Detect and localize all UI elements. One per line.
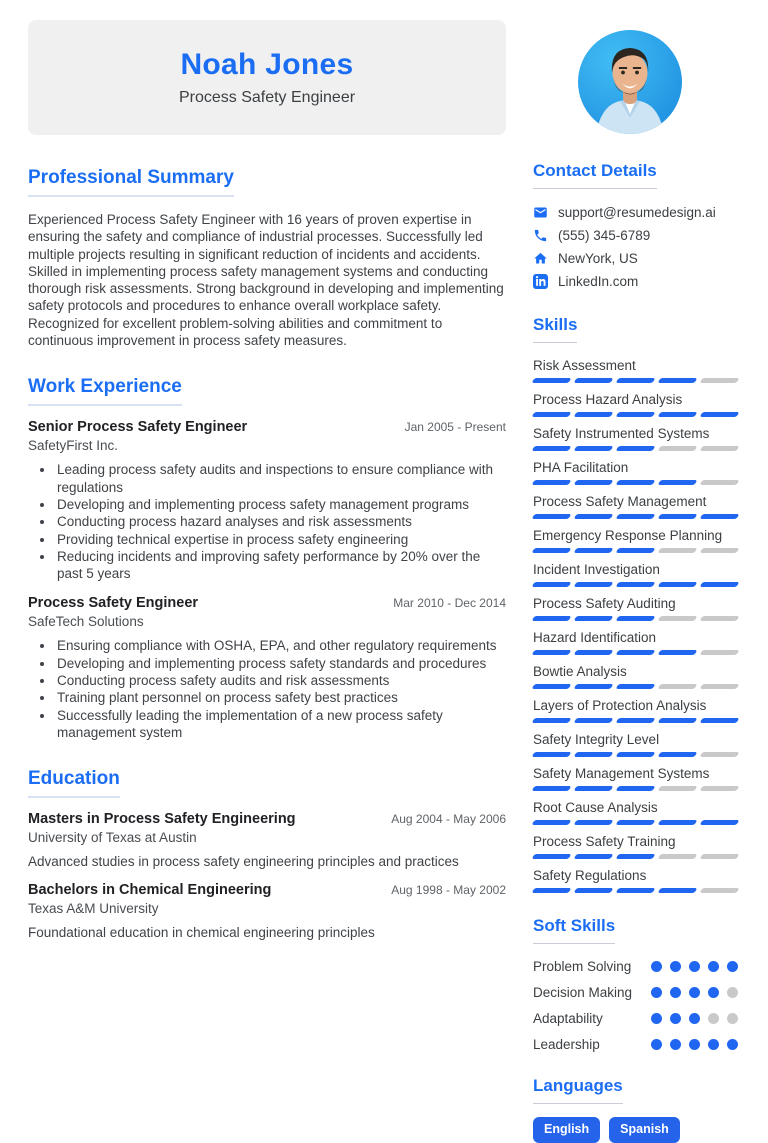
skill-bar-segment: [573, 446, 613, 451]
job-bullet: • Training plant personnel on process safety best practices: [55, 689, 506, 706]
soft-skill-rating: [643, 987, 738, 998]
skill-bar-segment: [573, 684, 613, 689]
skill-item: [533, 528, 738, 553]
skill-bar-segment: [615, 378, 655, 383]
resume-header: [0, 0, 768, 135]
skill-bar-segment: [531, 446, 571, 451]
skill-bar-segment: [699, 820, 739, 825]
contact-list: [533, 205, 738, 289]
skill-name: Process Safety Management: [533, 494, 707, 509]
job-bullet: • Developing and implementing process safety management programs: [55, 496, 506, 513]
contact-text: LinkedIn.com: [558, 274, 639, 289]
skill-bar-segment: [615, 854, 655, 859]
skill-bar-segment: [657, 718, 697, 723]
skill-bar-segment: [699, 854, 739, 859]
rating-dot: [727, 961, 738, 972]
rating-dot: [670, 1013, 681, 1024]
rating-dot: [727, 1013, 738, 1024]
skill-level-bar: [533, 616, 738, 621]
skill-bar-segment: [657, 616, 697, 621]
job-bullet: • Reducing incidents and improving safety performance by 20% over the past 5 years: [55, 548, 506, 583]
skill-bar-segment: [615, 718, 655, 723]
job-company: SafetyFirst Inc.: [28, 438, 119, 454]
section-heading: Skills: [533, 315, 577, 343]
skill-bar-segment: [615, 446, 655, 451]
skill-bar-segment: [573, 854, 613, 859]
profile-photo: [578, 30, 682, 134]
skill-bar-segment: [699, 616, 739, 621]
skill-bar-segment: [531, 582, 571, 587]
skill-bar-segment: [699, 888, 739, 893]
skill-level-bar: [533, 718, 738, 723]
skill-name: Safety Integrity Level: [533, 732, 660, 747]
job-title: Process Safety Engineer: [28, 595, 199, 612]
skills-list: [533, 358, 738, 893]
soft-skill-name: Leadership: [533, 1037, 600, 1052]
skill-bar-segment: [615, 888, 655, 893]
job-bullets: [28, 637, 506, 741]
skill-bar-segment: [657, 412, 697, 417]
rating-dot: [670, 1039, 681, 1050]
skill-bar-segment: [615, 820, 655, 825]
skill-bar-segment: [657, 446, 697, 451]
skill-item: [533, 630, 738, 655]
job-bullet: • Ensuring compliance with OSHA, EPA, and other regulatory requirements: [55, 637, 506, 654]
skill-bar-segment: [531, 684, 571, 689]
skill-item: [533, 732, 738, 757]
skill-bar-segment: [573, 582, 613, 587]
avatar-illustration: [578, 30, 682, 134]
skill-bar-segment: [615, 650, 655, 655]
skill-bar-segment: [657, 854, 697, 859]
section-heading: Professional Summary: [28, 167, 234, 197]
section-heading: Education: [28, 768, 120, 798]
rating-dot: [708, 1013, 719, 1024]
skill-level-bar: [533, 514, 738, 519]
section-work-experience: [28, 376, 506, 741]
skill-bar-segment: [699, 786, 739, 791]
job-dates: Mar 2010 - Dec 2014: [393, 596, 506, 611]
soft-skills-list: [533, 959, 738, 1052]
skill-name: Safety Instrumented Systems: [533, 426, 710, 441]
home-icon: [533, 251, 548, 266]
education-entry: [28, 882, 506, 940]
skill-item: [533, 358, 738, 383]
skill-bar-segment: [699, 752, 739, 757]
candidate-name: Noah Jones: [180, 48, 354, 81]
contact-text: support@resumedesign.ai: [558, 205, 716, 220]
skill-bar-segment: [573, 786, 613, 791]
skill-item: [533, 834, 738, 859]
rating-dot: [689, 1039, 700, 1050]
linkedin-icon: [533, 274, 548, 289]
school-name: Texas A&M University: [28, 901, 159, 917]
soft-skill-rating: [643, 1039, 738, 1050]
job-entry: [28, 419, 506, 582]
skill-bar-segment: [531, 820, 571, 825]
skill-name: Root Cause Analysis: [533, 800, 658, 815]
soft-skill-row: [533, 1011, 738, 1026]
job-bullet: • Providing technical expertise in process safety engineering: [55, 531, 506, 548]
skill-item: [533, 698, 738, 723]
degree-title: Bachelors in Chemical Engineering: [28, 882, 272, 899]
skill-bar-segment: [615, 480, 655, 485]
sidebar-column: [533, 135, 738, 1143]
skill-bar-segment: [531, 854, 571, 859]
job-bullet: • Developing and implementing process safety standards and procedures: [55, 655, 506, 672]
skill-bar-segment: [531, 480, 571, 485]
skill-bar-segment: [531, 786, 571, 791]
skill-bar-segment: [657, 684, 697, 689]
education-dates: Aug 1998 - May 2002: [391, 883, 506, 898]
skill-bar-segment: [615, 684, 655, 689]
skill-level-bar: [533, 752, 738, 757]
rating-dot: [708, 987, 719, 998]
skill-bar-segment: [699, 412, 739, 417]
skill-bar-segment: [573, 480, 613, 485]
language-badge: Spanish: [609, 1117, 680, 1143]
skill-bar-segment: [657, 786, 697, 791]
contact-text: NewYork, US: [558, 251, 638, 266]
skill-bar-segment: [615, 616, 655, 621]
skill-bar-segment: [657, 752, 697, 757]
job-bullet: • Conducting process safety audits and risk assessments: [55, 672, 506, 689]
skill-level-bar: [533, 786, 738, 791]
name-card: [28, 20, 506, 135]
skill-bar-segment: [699, 378, 739, 383]
skill-bar-segment: [531, 718, 571, 723]
skill-level-bar: [533, 480, 738, 485]
skill-item: [533, 596, 738, 621]
skill-bar-segment: [699, 650, 739, 655]
contact-text: (555) 345-6789: [558, 228, 651, 243]
skill-bar-segment: [615, 412, 655, 417]
skill-bar-segment: [615, 752, 655, 757]
skill-name: Process Safety Training: [533, 834, 676, 849]
skill-bar-segment: [657, 582, 697, 587]
skill-bar-segment: [699, 480, 739, 485]
rating-dot: [651, 961, 662, 972]
skill-bar-segment: [657, 548, 697, 553]
section-skills: [533, 315, 738, 893]
contact-item: [533, 274, 738, 289]
skill-bar-segment: [699, 684, 739, 689]
rating-dot: [689, 961, 700, 972]
section-heading: Soft Skills: [533, 916, 615, 944]
skill-name: Process Safety Auditing: [533, 596, 676, 611]
education-dates: Aug 2004 - May 2006: [391, 812, 506, 827]
school-name: University of Texas at Austin: [28, 830, 197, 846]
skill-item: [533, 766, 738, 791]
soft-skill-row: [533, 1037, 738, 1052]
skill-bar-segment: [615, 786, 655, 791]
skill-bar-segment: [699, 548, 739, 553]
skill-bar-segment: [657, 480, 697, 485]
skill-level-bar: [533, 378, 738, 383]
skill-bar-segment: [699, 718, 739, 723]
resume-body: [0, 135, 768, 1143]
skill-bar-segment: [531, 616, 571, 621]
skill-level-bar: [533, 446, 738, 451]
soft-skill-row: [533, 985, 738, 1000]
degree-title: Masters in Process Safety Engineering: [28, 811, 296, 828]
skill-item: [533, 800, 738, 825]
skill-name: Process Hazard Analysis: [533, 392, 683, 407]
main-column: [28, 135, 506, 1143]
rating-dot: [670, 987, 681, 998]
skill-name: Hazard Identification: [533, 630, 657, 645]
rating-dot: [708, 1039, 719, 1050]
section-heading: Languages: [533, 1076, 623, 1104]
rating-dot: [651, 987, 662, 998]
rating-dot: [689, 1013, 700, 1024]
skill-bar-segment: [615, 548, 655, 553]
skill-bar-segment: [573, 718, 613, 723]
skill-level-bar: [533, 650, 738, 655]
contact-item: [533, 205, 738, 220]
skill-bar-segment: [573, 514, 613, 519]
rating-dot: [727, 987, 738, 998]
job-bullet: • Leading process safety audits and inspections to ensure compliance with regulations: [55, 461, 506, 496]
skill-bar-segment: [699, 582, 739, 587]
skill-name: Layers of Protection Analysis: [533, 698, 707, 713]
skill-item: [533, 494, 738, 519]
skill-bar-segment: [531, 888, 571, 893]
skill-bar-segment: [531, 752, 571, 757]
section-languages: [533, 1076, 738, 1143]
language-badge: English: [533, 1117, 600, 1143]
candidate-title: Process Safety Engineer: [178, 89, 356, 106]
jobs-list: [28, 419, 506, 741]
skill-item: [533, 426, 738, 451]
skill-bar-segment: [573, 752, 613, 757]
skill-bar-segment: [573, 820, 613, 825]
contact-item: [533, 228, 738, 243]
education-entry-header: [28, 811, 506, 827]
skill-bar-segment: [573, 412, 613, 417]
skill-level-bar: [533, 412, 738, 417]
skill-level-bar: [533, 582, 738, 587]
education-entry-header: [28, 882, 506, 898]
soft-skill-row: [533, 959, 738, 974]
skill-level-bar: [533, 854, 738, 859]
skill-bar-segment: [531, 378, 571, 383]
job-dates: Jan 2005 - Present: [404, 420, 506, 435]
skill-level-bar: [533, 548, 738, 553]
summary-text: Experienced Process Safety Engineer with 16 years of proven expertise in ensuring the safety and compliance of industrial processes. Successfully led multiple projects resulting in significant reduction of incidents and accidents. Skilled in implementing process safety management systems and conducting thorough risk assessments. Strong background in developing and implementing safety protocols and procedures to enhance overall workplace safety. Recognized for excellent problem-solving abilities and commitment to continuous improvement in process safety measures.: [28, 212, 504, 349]
job-bullet: • Conducting process hazard analyses and risk assessments: [55, 513, 506, 530]
language-badges: [533, 1117, 738, 1143]
section-professional-summary: [28, 167, 506, 349]
skill-item: [533, 460, 738, 485]
skill-name: Emergency Response Planning: [533, 528, 723, 543]
job-entry: [28, 595, 506, 741]
skill-bar-segment: [657, 888, 697, 893]
education-description: Advanced studies in process safety engineering principles and practices: [28, 854, 459, 870]
contact-item: [533, 251, 738, 266]
skill-item: [533, 392, 738, 417]
skill-level-bar: [533, 888, 738, 893]
section-soft-skills: [533, 916, 738, 1052]
skill-level-bar: [533, 684, 738, 689]
rating-dot: [651, 1013, 662, 1024]
skill-name: Risk Assessment: [533, 358, 636, 373]
skill-bar-segment: [531, 514, 571, 519]
skill-bar-segment: [657, 378, 697, 383]
skill-bar-segment: [657, 514, 697, 519]
job-bullets: [28, 461, 506, 582]
phone-icon: [533, 228, 548, 243]
soft-skill-name: Problem Solving: [533, 959, 632, 974]
skill-bar-segment: [657, 650, 697, 655]
skill-bar-segment: [657, 820, 697, 825]
skill-item: [533, 562, 738, 587]
skill-bar-segment: [699, 514, 739, 519]
skill-bar-segment: [615, 514, 655, 519]
skill-bar-segment: [699, 446, 739, 451]
skill-name: Safety Regulations: [533, 868, 647, 883]
skill-bar-segment: [573, 616, 613, 621]
skill-item: [533, 868, 738, 893]
skill-bar-segment: [615, 582, 655, 587]
skill-bar-segment: [573, 548, 613, 553]
skill-bar-segment: [531, 650, 571, 655]
soft-skill-name: Adaptability: [533, 1011, 603, 1026]
skill-bar-segment: [531, 412, 571, 417]
job-company: SafeTech Solutions: [28, 614, 144, 630]
section-heading: Contact Details: [533, 161, 657, 189]
skill-level-bar: [533, 820, 738, 825]
skill-name: PHA Facilitation: [533, 460, 629, 475]
job-entry-header: [28, 419, 506, 435]
rating-dot: [727, 1039, 738, 1050]
section-contact-details: [533, 161, 738, 289]
soft-skill-name: Decision Making: [533, 985, 633, 1000]
section-heading: Work Experience: [28, 376, 182, 406]
job-bullet: • Successfully leading the implementation of a new process safety management system: [55, 707, 506, 742]
education-entry: [28, 811, 506, 869]
email-icon: [533, 205, 548, 220]
education-list: [28, 811, 506, 940]
rating-dot: [670, 961, 681, 972]
rating-dot: [689, 987, 700, 998]
skill-bar-segment: [573, 888, 613, 893]
skill-name: Safety Management Systems: [533, 766, 710, 781]
education-description: Foundational education in chemical engineering principles: [28, 925, 375, 941]
job-title: Senior Process Safety Engineer: [28, 419, 248, 436]
skill-bar-segment: [573, 650, 613, 655]
soft-skill-rating: [643, 1013, 738, 1024]
skill-bar-segment: [573, 378, 613, 383]
skill-item: [533, 664, 738, 689]
job-entry-header: [28, 595, 506, 611]
soft-skill-rating: [643, 961, 738, 972]
section-education: [28, 768, 506, 940]
rating-dot: [708, 961, 719, 972]
skill-name: Bowtie Analysis: [533, 664, 627, 679]
skill-bar-segment: [531, 548, 571, 553]
rating-dot: [651, 1039, 662, 1050]
skill-name: Incident Investigation: [533, 562, 660, 577]
